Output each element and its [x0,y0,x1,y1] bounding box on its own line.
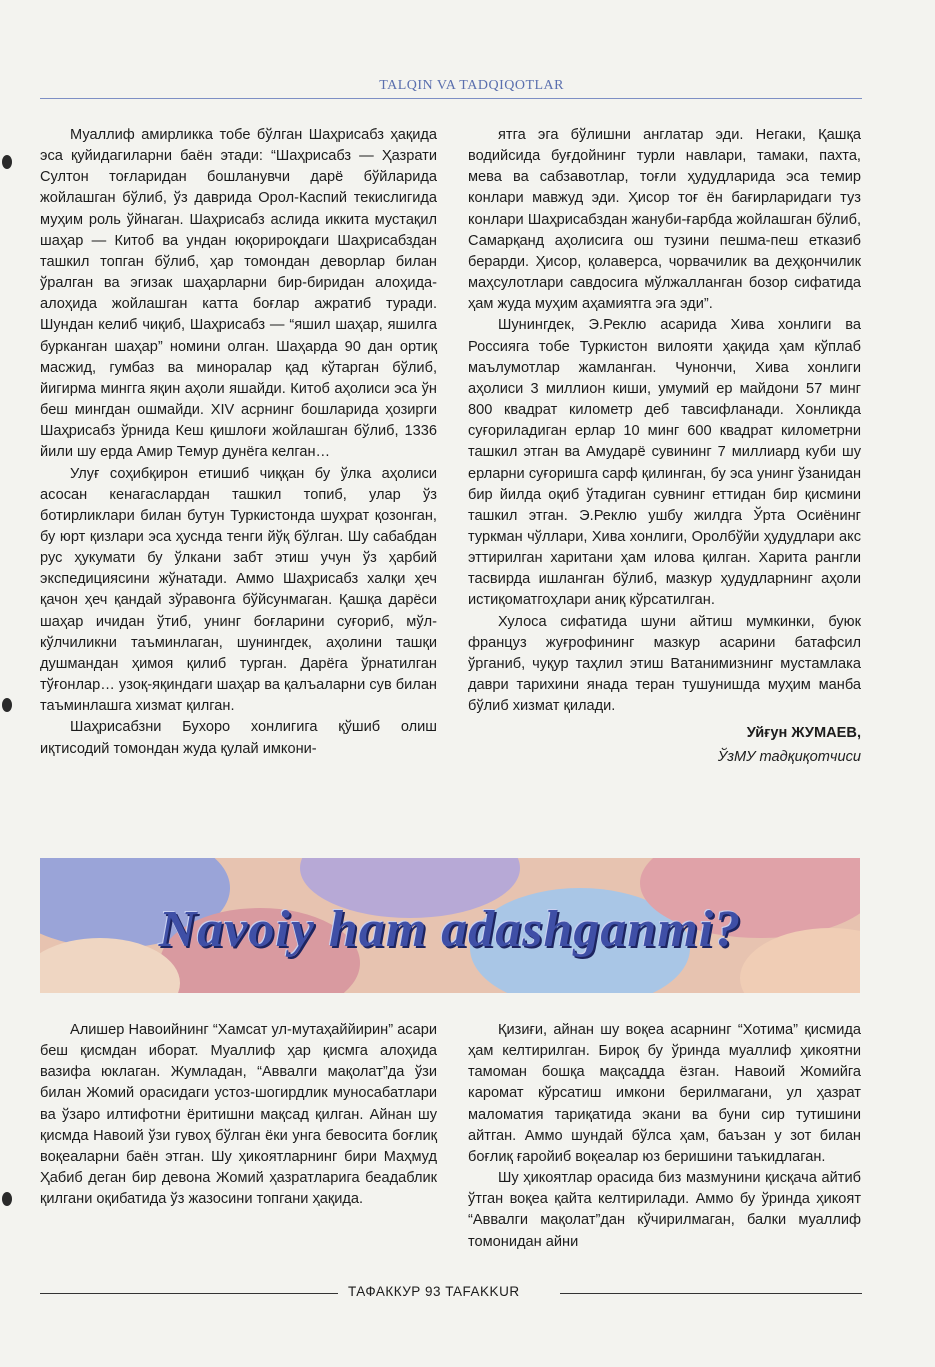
paragraph: Қизиғи, айнан шу воқеа асарнинг “Хотима” қисмида ҳам келтирилган. Бироқ бу ўринда муаллиф ҳикоятни тамоман бошқа мақсадда ёзган. Навоий Жомийга каромат кўрсатиш имкони берилмагани, ул ҳазрат маломатия тариқатида экани ва буни сир тутишини айтган. Аммо шундай бўлса ҳам, баъзан у зот билан боғлиқ ғаройиб воқеалар юз беришини таъкидлаган. [468,1022,861,1165]
page-footer [40,1282,862,1306]
article-title-banner [40,858,860,993]
section-header [40,70,862,99]
paragraph: Улуғ соҳибқирон етишиб чиққан бу ўлка аҳолиси асосан кенагаслардан ташкил топиб, улар ўз ботирликлари билан бутун Туркистонда шуҳрат қозонган, бу юрт қизлари эса ҳуснда тенги йўқ бўлган. Шу сабабдан рус ҳукумати бу ўлкани забт этиш учун ўз ҳарбий экспедициясини жўнатади. Аммо Шаҳрисабз халқи ҳеч қачон ҳеч қандай зўравонга бўйсунмаган. Қашқа дарёси шаҳар ичидан ўтиб, унинг боғларини суғориб, мўл-кўлчиликни таъминлаган, шунингдек, аҳолини ташқи душмандан ҳимоя қилиб турган. Дарёга ўрнатилган тўғонлар… узоқ-яқиндаги шаҳар ва қалъаларни сув билан таъминлашга хизмат қилган. [40,465,437,715]
article1-left-column [40,125,437,760]
article-title: Navoiy ham adashganmi? [158,901,742,958]
author-affiliation: ЎзМУ тадқиқотчиси [717,749,861,766]
article1-right-column [468,125,861,769]
binder-hole-icon [2,698,12,712]
binder-hole-icon [2,1192,12,1206]
paragraph: Муаллиф амирликка тобе бўлган Шаҳрисабз ҳақида эса қуйидагиларни баён этади: “Шаҳрисабз — Ҳазрати Султон тоғларидан бошланувчи дарё бўйларида жойлашган бўлиб, ўз даврида Орол-Каспий текислигида муҳим роль ўйнаган. Шаҳрисабз аслида иккита мустақил шаҳар — Китоб ва ундан юқорироқдаги Шаҳрисабздан ташкил топган бўлиб, ҳар томондан деворлар билан ўралган ва эгизак шаҳарларни бир-биридан алоҳида-алоҳида жойлашган катта боғлар ажратиб туради. Шундан келиб чиқиб, Шаҳрисабз — “яшил шаҳар, яшилга бурканган шаҳар” номини олган. Шаҳарда 90 дан ортиқ масжид, гумбаз ва миноралар қад кўтарган бўлиб, йигирма мингга яқин аҳоли яшайди. Китоб аҳолиси эса ўн беш мингдан ошмайди. XIV асрнинг бошларида ҳозирги Шаҳрисабз ўрнида Кеш қишлоғи жойлашган бўлиб, 1336 йили шу ерда Амир Темур дунёга келган… [40,127,437,461]
paragraph: ятга эга бўлишни англатар эди. Негаки, Қашқа водийсида буғдойнинг турли навлари, тамаки, пахта, мева ва сабзавотлар, тоғли ҳудудларида эса темир конлари мавжуд эди. Ҳисор тоғ ён бағирларидаги туз конлари Шаҳрисабздан жануби-ғарбда жойлашган бўлиб, Самарқанд аҳолисига ош тузини пешма-пеш етказиб берарди. Ҳисор, қолаверса, чорвачилик ва деҳқончилик маҳсулотлари савдосига мўлжалланган бозор сифатида ҳам жуда муҳим аҳамиятга эга эди”. [468,127,861,313]
footer-page-label: ТАФАККУР 93 TAFAKKUR [348,1284,520,1299]
footer-divider [560,1293,862,1294]
paragraph: Хулоса сифатида шуни айтиш мумкинки, буюк француз жуғрофининг мазкур асарини батафсил ўрганиб, чуқур таҳлил этиш Ватанимизнинг мустамлака даври тарихини янада теран тушунишда муҳим манба бўлиб хизмат қилади. [468,613,861,715]
paragraph: Алишер Навоийнинг “Хамсат ул-мутаҳаййирин” асари беш қисмдан иборат. Муаллиф ҳар қисмга алоҳида вазифа юклаган. Жумладан, “Аввалги мақолат”да ўзи билан Жомий орасидаги устоз-шогирдлик муносабатлари ва ўзаро илтифотни ёритишни мақсад қилган. Айнан шу қисмда Навоий ўзи гувоҳ бўлган ёки унга бевосита боғлиқ воқеаларни баён этган. Шу ҳикоятларнинг бири Маҳмуд Ҳабиб деган бир девона Жомий ҳазратларига беадаблик қилгани оқибатида ўз жазосини топгани ҳақида. [40,1022,437,1208]
author-name: Уйғун ЖУМАЕВ, [746,725,861,742]
paragraph: Шунингдек, Э.Реклю асарида Хива хонлиги ва Россияга тобе Туркистон вилояти ҳақида ҳам кўплаб маълумотлар жамланган. Чунончи, Хива хонлиги аҳолиси 3 миллион киши, умумий ер майдони 57 минг 800 квадрат километр деб тавсифланади. Хонликда суғориладиган ерлар 10 минг 600 квадрат километрни ташкил этган ва Амударё сувининг 7 миллиард куби шу ерларни суғоришга сарф қилинган, бу эса унинг ўзанидан бир йилда оқиб ўтадиган сувнинг еттидан бир қисмини ташкил этган. Э.Реклю ушбу жилдга Ўрта Осиёнинг туркман чўллари, Хива хонлиги, Оролбўйи ҳудудлари акс эттирилган харитани ҳам илова қилган. Харита рангли тасвирда ишланган бўлиб, мазкур ҳудудларнинг аҳоли истиқоматгоҳлари аниқ кўрсатилган. [468,317,861,609]
paragraph: Шу ҳикоятлар орасида биз мазмунини қисқача айтиб ўтган воқеа қайта келтирилади. Аммо бу ўринда ҳикоят “Аввалги мақолат”дан кўчирилмаган, балки муаллиф томонидан айни [468,1170,861,1250]
section-title: TALQIN VA TADQIQOTLAR [379,78,564,93]
article2-left-column [40,1020,437,1210]
article-signature [468,721,861,769]
article2-right-column [468,1020,861,1253]
footer-divider [40,1293,338,1294]
binder-hole-icon [2,155,12,169]
paragraph: Шаҳрисабзни Бухоро хонлигига қўшиб олиш иқтисодий томондан жуда қулай имкони- [40,719,437,757]
